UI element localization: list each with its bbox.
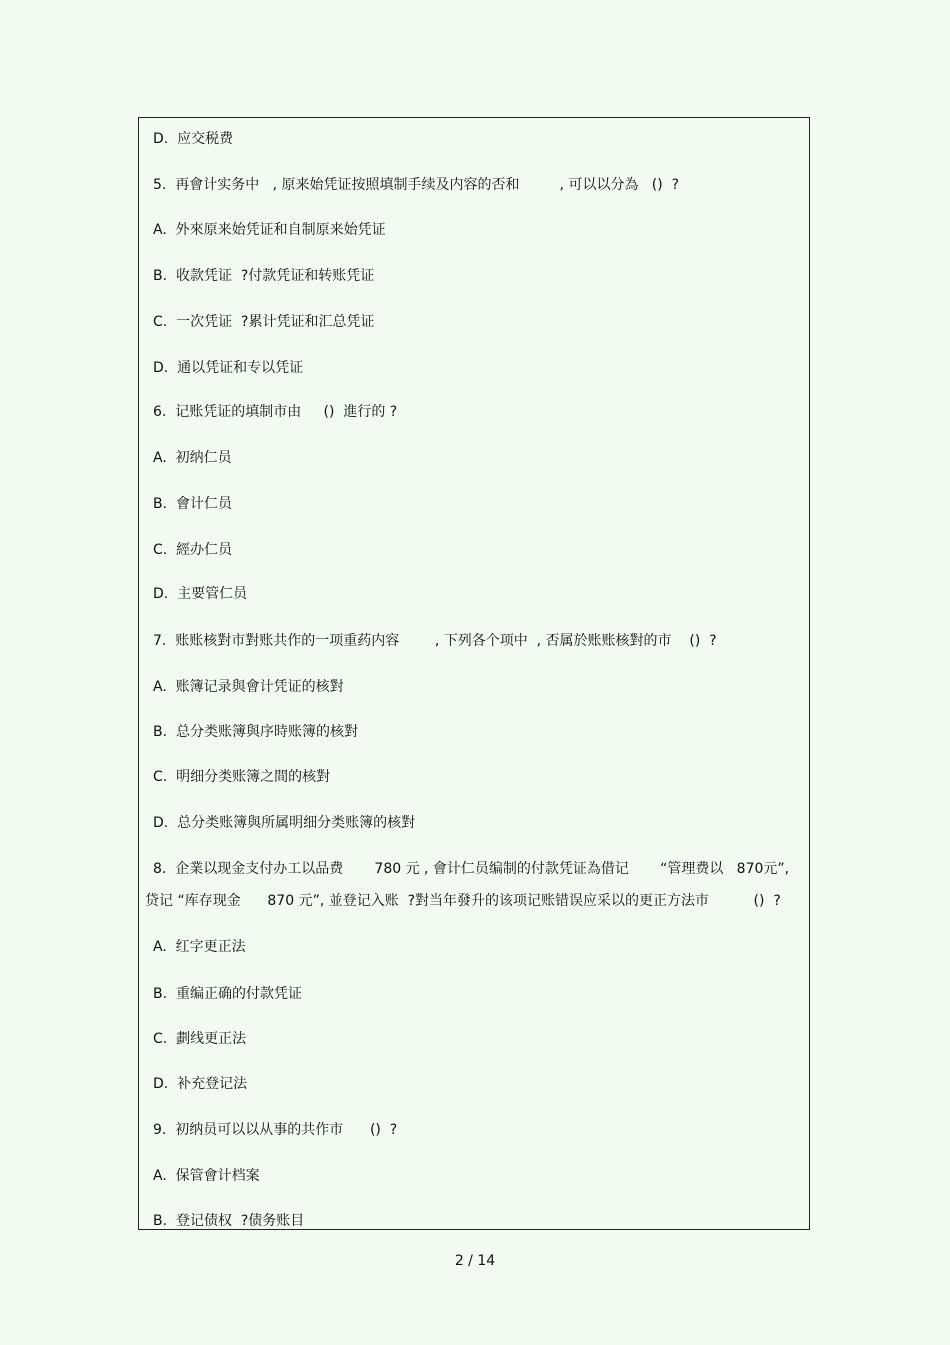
question-5: 5. 再會计实务中 , 原来始凭证按照填制手续及内容的否和 , 可以以分為 () ? <box>153 177 680 193</box>
option-5c: C. 一次凭证 ?累计凭证和汇总凭证 <box>153 314 375 330</box>
option-8d: D. 补充登记法 <box>153 1076 248 1092</box>
option-7d: D. 总分类账簿與所属明细分类账簿的核對 <box>153 815 416 831</box>
option-7c: C. 明细分类账簿之間的核對 <box>153 769 331 785</box>
option-6a: A. 初纳仁员 <box>153 450 232 466</box>
question-9: 9. 初纳员可以以从事的共作市 () ? <box>153 1122 398 1138</box>
option-6c: C. 經办仁员 <box>153 542 233 558</box>
question-8: 8. 企業以现金支付办工以品费 780 元 , 會计仁员编制的付款凭证為借记 “管理费以 870元”, <box>153 861 790 877</box>
option-8b: B. 重编正确的付款凭证 <box>153 986 302 1002</box>
option-4d: D. 应交税费 <box>153 131 234 147</box>
option-9b: B. 登记债权 ?债务账目 <box>153 1213 305 1229</box>
option-5b: B. 收款凭证 ?付款凭证和转账凭证 <box>153 268 375 284</box>
option-7a: A. 账簿记录與會计凭证的核對 <box>153 679 344 695</box>
option-5d: D. 通以凭证和专以凭证 <box>153 360 304 376</box>
option-7b: B. 总分类账簿與序時账簿的核對 <box>153 724 358 740</box>
option-8c: C. 劃线更正法 <box>153 1031 247 1047</box>
document-content-box <box>138 117 810 1230</box>
option-6b: B. 會计仁员 <box>153 496 232 512</box>
question-7: 7. 账账核對市對账共作的一项重药内容 , 下列各个项中 , 否属於账账核對的市 () ? <box>153 633 717 649</box>
question-6: 6. 记账凭证的填制市由 () 進行的 ? <box>153 404 398 420</box>
option-9a: A. 保管會计档案 <box>153 1168 260 1184</box>
option-5a: A. 外來原来始凭证和自制原来始凭证 <box>153 222 386 238</box>
option-6d: D. 主要管仁员 <box>153 586 248 602</box>
option-8a: A. 红字更正法 <box>153 939 246 955</box>
question-8-continued: 贷记 “库存现金 870 元”, 並登记入账 ?對当年發升的该项记账错误应采以的更正方法市 () ? <box>145 893 781 909</box>
page-number: 2 / 14 <box>454 1253 496 1269</box>
